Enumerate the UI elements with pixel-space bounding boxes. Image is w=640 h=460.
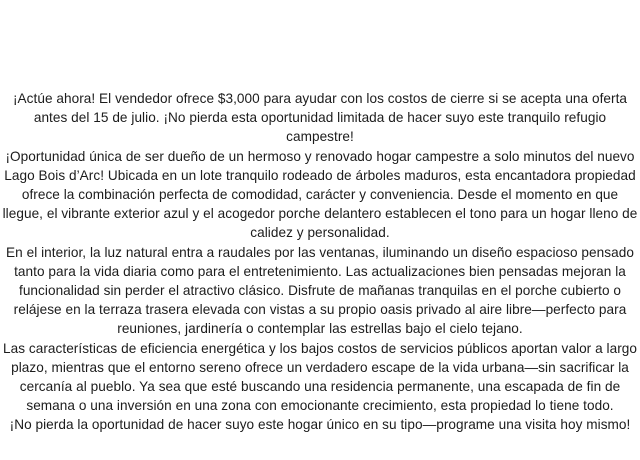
listing-description [0, 89, 640, 435]
property-intro-paragraph: ¡Oportunidad única de ser dueño de un hermoso y renovado hogar campestre a solo minutos del nuevo Lago Bois d’Arc! Ubicada en un lote tranquilo rodeado de árboles maduros, esta encantadora propiedad ofrece la combinación perfecta de comodidad, carácter y conveniencia. Desde el momento en que llegue, el vibrante exterior azul y el acogedor porche delantero establecen el tono para un hogar lleno de calidez y personalidad. [2, 148, 638, 241]
interior-features-paragraph: En el interior, la luz natural entra a raudales por las ventanas, iluminando un diseño espacioso pensado tanto para la vida diaria como para el entretenimiento. Las actualizaciones bien pensadas mejoran la funcionalidad sin perder el atractivo clásico. Disfrute de mañanas tranquilas en el porche cubierto o relájese en la terraza trasera elevada con vistas a su propio oasis privado al aire libre—perfecto para reuniones, jardinería o contemplar las estrellas bajo el cielo tejano. [6, 244, 634, 337]
efficiency-location-paragraph: Las características de eficiencia energética y los bajos costos de servicios públicos aportan valor a largo plazo, mientras que el entorno sereno ofrece un verdadero escape de la vida urbana—sin sacrificar la cercanía al pueblo. Ya sea que esté buscando una residencia permanente, una escapada de fin de semana o una inversión en una zona con emocionante crecimiento, esta propiedad lo tiene todo. [2, 340, 637, 414]
closing-cost-offer-paragraph: ¡Actúe ahora! El vendedor ofrece $3,000 para ayudar con los costos de cierre si se acepta una oferta antes del 15 de julio. ¡No pierda esta oportunidad limitada de hacer suyo este tranquilo refugio campestre! [12, 91, 628, 145]
call-to-action-paragraph: ¡No pierda la oportunidad de hacer suyo este hogar único en su tipo—programe una visita hoy mismo! [9, 417, 631, 433]
